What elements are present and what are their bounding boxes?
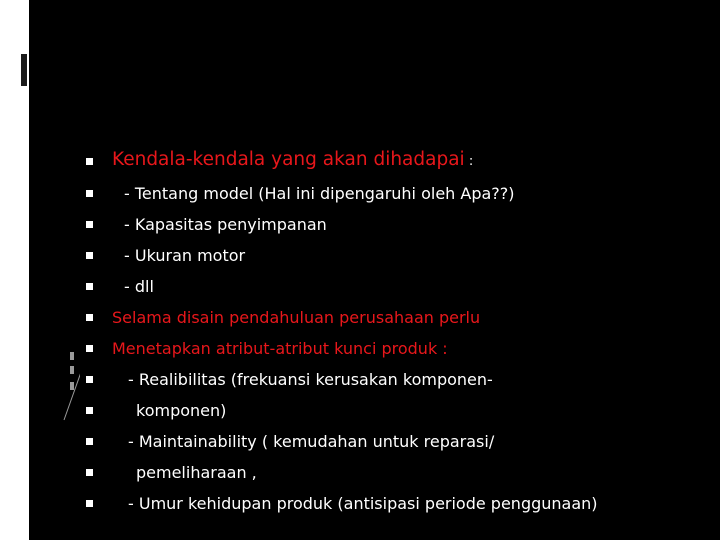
bullet-text-main: - dll	[124, 277, 154, 296]
bullet-text-main: - Tentang model (Hal ini dipengaruhi oleh Apa??)	[124, 184, 515, 203]
bullet-item	[86, 178, 706, 209]
bullet-text-main: - Realibilitas (frekuansi kerusakan komponen-	[128, 370, 493, 389]
bullet-square-icon	[86, 376, 93, 383]
bullet-square-icon	[86, 500, 93, 507]
bullet-text-main: - Umur kehidupan produk (antisipasi periode penggunaan)	[128, 494, 598, 513]
bullet-item	[86, 271, 706, 302]
bullet-item	[86, 333, 706, 364]
bullet-text	[112, 302, 480, 333]
bullet-list	[86, 145, 706, 519]
bullet-square-icon	[86, 438, 93, 445]
bullet-square-icon	[86, 283, 93, 290]
bullet-item	[86, 145, 706, 178]
bullet-text	[112, 457, 257, 488]
bullet-text	[112, 364, 493, 395]
bullet-text	[112, 426, 494, 457]
bullet-text	[112, 178, 515, 209]
bullet-square-icon	[86, 221, 93, 228]
bullet-text	[112, 145, 473, 176]
bullet-item	[86, 240, 706, 271]
bullet-square-icon	[86, 252, 93, 259]
bullet-item	[86, 209, 706, 240]
bullet-square-icon	[86, 345, 93, 352]
bullet-square-icon	[86, 314, 93, 321]
bullet-text-main: - Maintainability ( kemudahan untuk reparasi/	[128, 432, 495, 451]
bullet-text-suffix: :	[464, 154, 474, 169]
bullet-item	[86, 364, 706, 395]
bullet-text	[112, 209, 327, 240]
bullet-text	[112, 271, 154, 302]
bullet-item	[86, 426, 706, 457]
bullet-text-main: pemeliharaan ,	[136, 463, 257, 482]
bullet-square-icon	[86, 158, 93, 165]
bullet-text	[112, 395, 226, 426]
bullet-text	[112, 333, 448, 364]
bullet-square-icon	[86, 469, 93, 476]
bullet-text-main: Selama disain pendahuluan perusahaan perlu	[112, 308, 481, 327]
bullet-item	[86, 395, 706, 426]
bullet-text-main: - Ukuran motor	[124, 246, 246, 265]
bullet-text	[112, 240, 245, 271]
bullet-item	[86, 488, 706, 519]
bullet-text-main: Kendala-kendala yang akan dihadapai	[112, 149, 465, 170]
bullet-square-icon	[86, 407, 93, 414]
bullet-text-main: komponen)	[136, 401, 227, 420]
bullet-text	[112, 488, 598, 519]
bullet-item	[86, 302, 706, 333]
bullet-text-main: Menetapkan atribut-atribut kunci produk :	[112, 339, 448, 358]
bullet-square-icon	[86, 190, 93, 197]
bullet-item	[86, 457, 706, 488]
decorative-lines	[0, 0, 80, 540]
bullet-text-main: - Kapasitas penyimpanan	[124, 215, 327, 234]
